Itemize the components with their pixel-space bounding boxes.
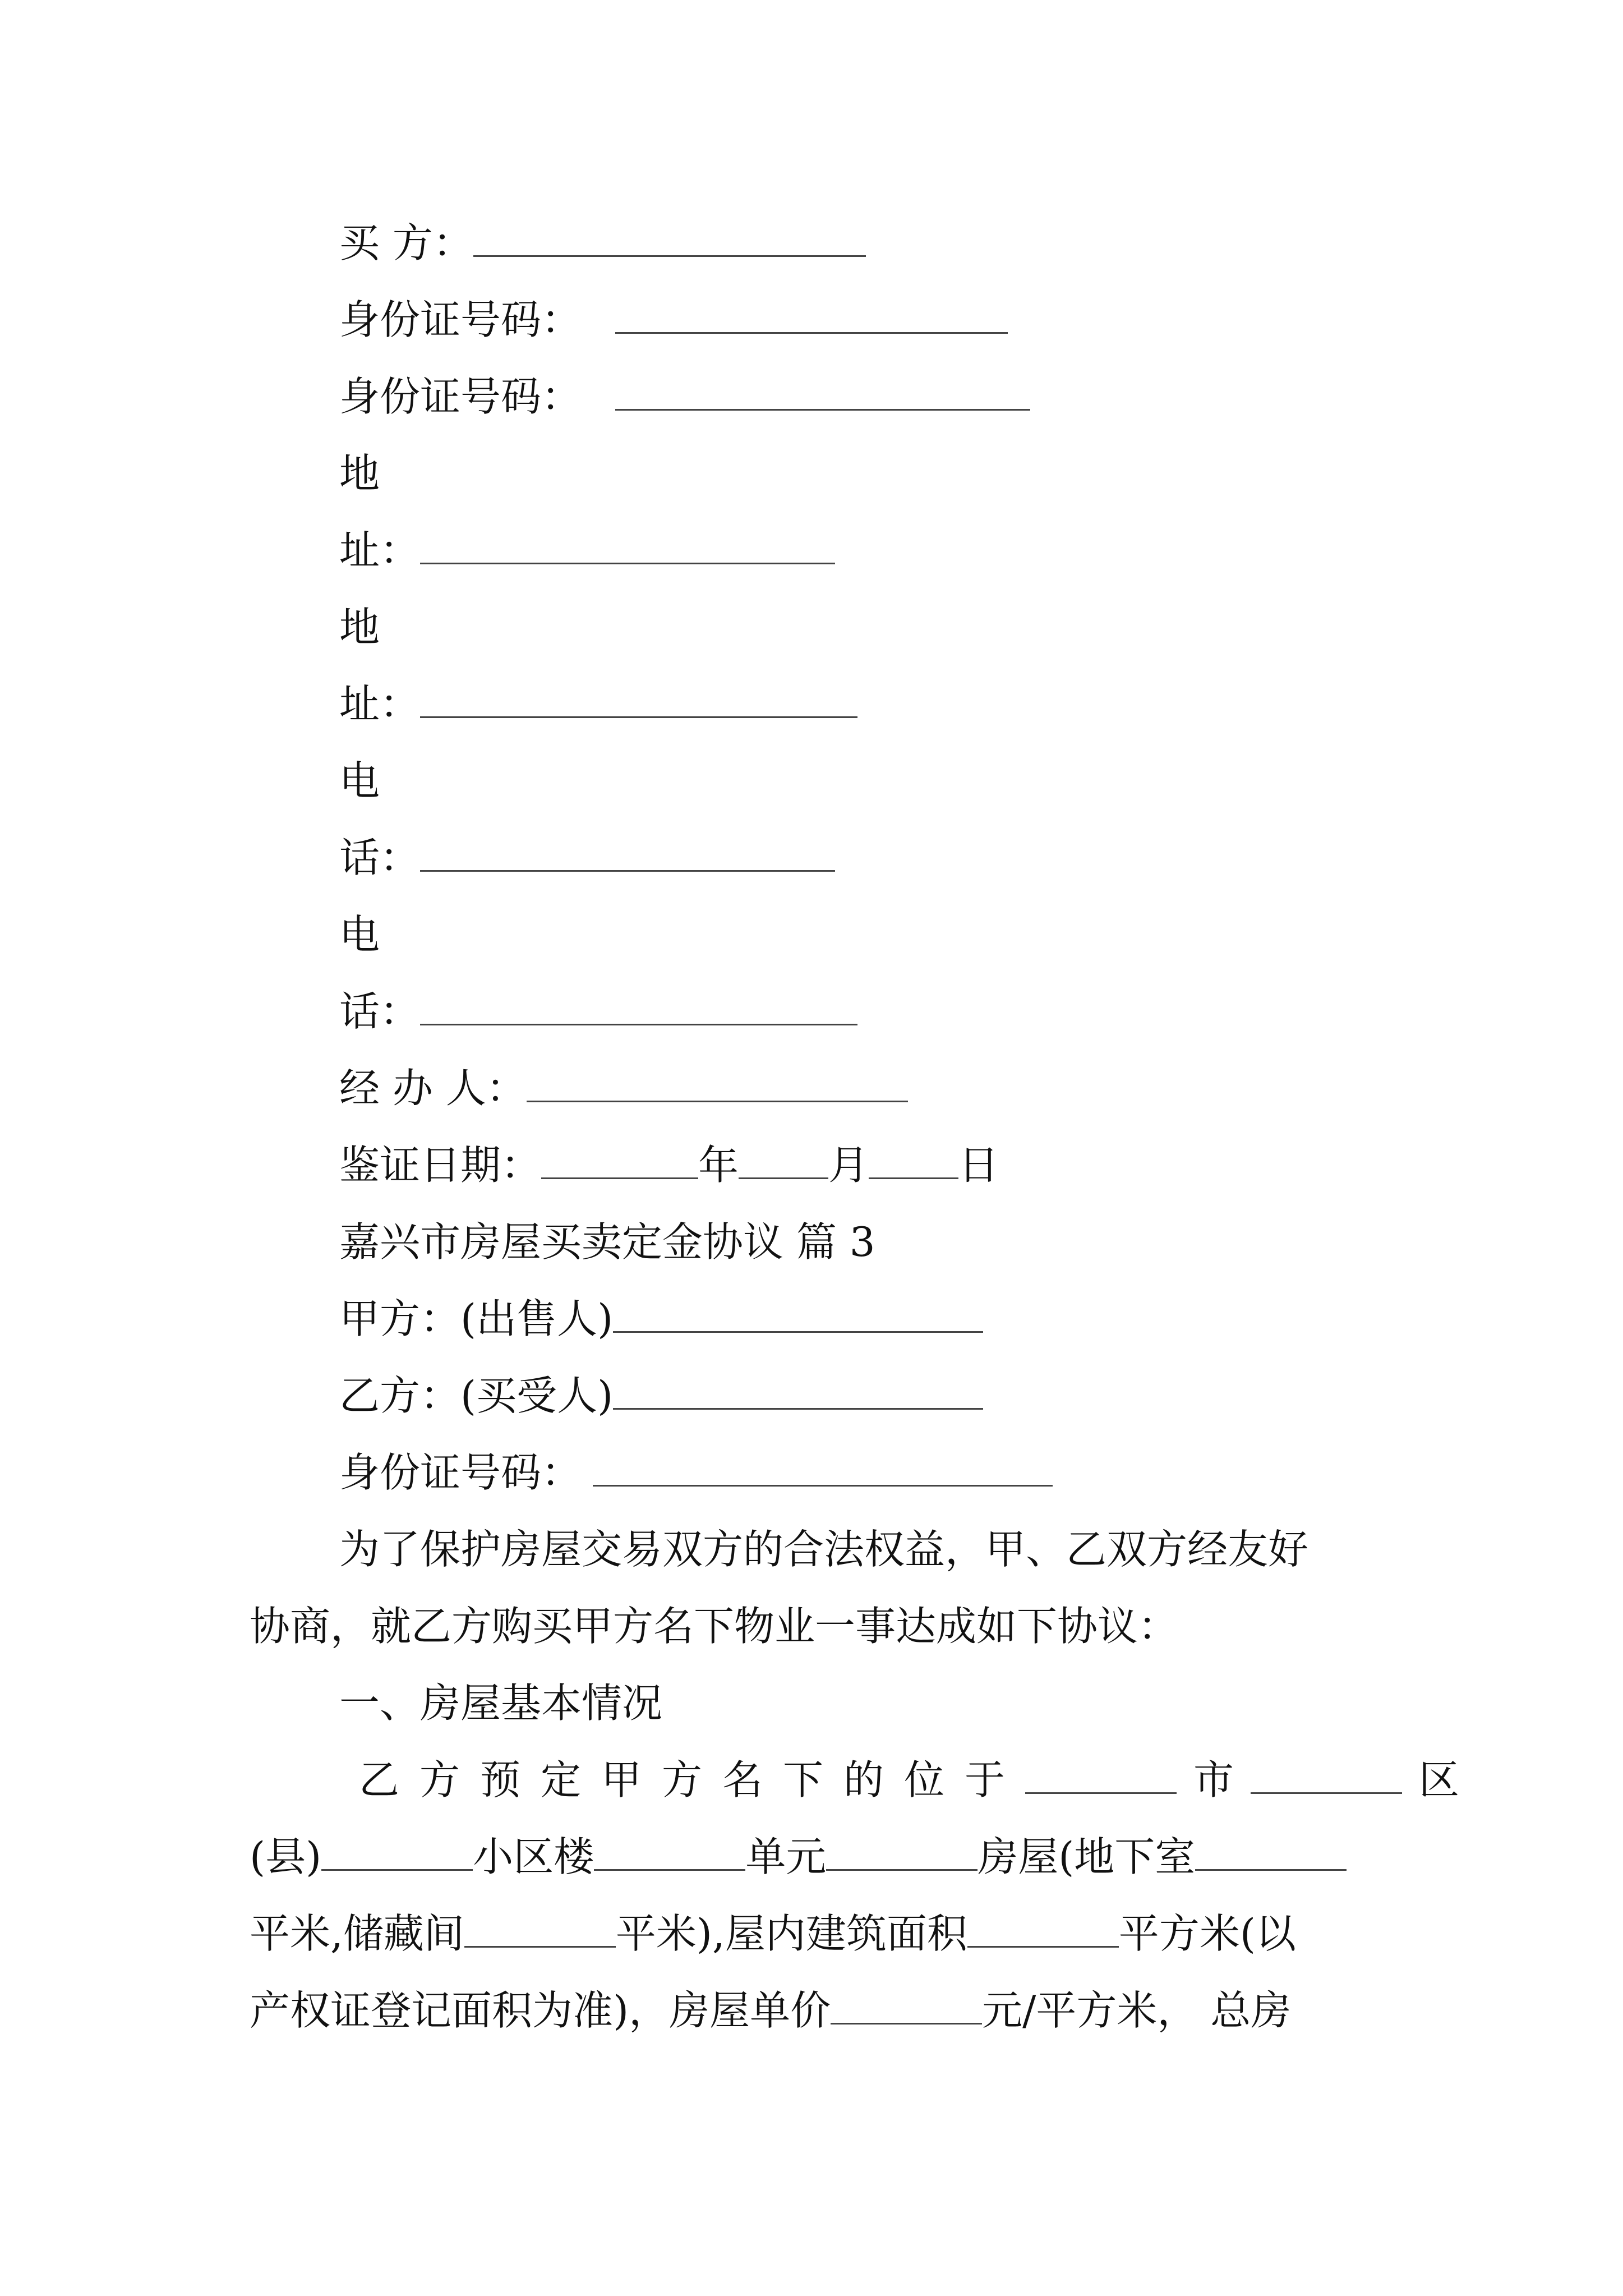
- addr-blank-2[interactable]: [420, 682, 857, 718]
- storage-blank[interactable]: [464, 1911, 616, 1948]
- p3-line: [250, 1908, 1296, 1959]
- party-a-line: [339, 1294, 983, 1344]
- district-blank[interactable]: [1251, 1757, 1402, 1794]
- party-b-line: [339, 1370, 983, 1421]
- section-title-text: 嘉兴市房屋买卖定金协议 篇 3: [339, 1218, 875, 1266]
- buyer-line: [339, 218, 866, 268]
- day-label: 日: [958, 1142, 999, 1189]
- p2-a: (县): [250, 1833, 322, 1880]
- addr-label-1b: 址：: [339, 527, 421, 574]
- tel-line-2a: [339, 909, 380, 960]
- price-blank[interactable]: [831, 1988, 982, 2024]
- tel-blank-2[interactable]: [420, 989, 857, 1025]
- p1-c: 区: [1419, 1756, 1460, 1803]
- addr-label-2b: 址：: [339, 680, 421, 728]
- tel-label-1b: 话：: [339, 834, 421, 881]
- addr-label-1a: 地: [339, 450, 380, 497]
- party-b-id-line: [339, 1447, 1053, 1498]
- year-blank[interactable]: [541, 1143, 698, 1179]
- heading-1: 一、房屋基本情况: [339, 1680, 663, 1727]
- p1-a: 乙方预定甲方名下的位于: [359, 1756, 1026, 1803]
- addr-line-1b: [339, 525, 835, 576]
- p2-b: 小区楼: [473, 1833, 594, 1880]
- date-label: 鉴证日期：: [339, 1142, 542, 1189]
- party-b-id-label: 身份证号码：: [339, 1449, 582, 1496]
- p3-c: 平方米(以: [1118, 1910, 1296, 1957]
- date-line: [339, 1140, 999, 1190]
- tel-line-1a: [339, 756, 380, 806]
- intro-line-2: [250, 1601, 1178, 1651]
- buyer-blank[interactable]: [473, 220, 866, 257]
- p3-a: 平米,储藏间: [250, 1910, 464, 1957]
- party-a-blank[interactable]: [613, 1296, 983, 1333]
- addr-line-1a: [339, 448, 380, 499]
- tel-blank-1[interactable]: [420, 835, 835, 872]
- p2-d: 房屋(地下室: [978, 1833, 1196, 1880]
- addr-blank-1[interactable]: [420, 528, 835, 564]
- id-label-2: 身份证号码：: [339, 373, 582, 420]
- id-blank-2[interactable]: [615, 374, 1030, 411]
- p4-a: 产权证登记面积为准)，房屋单价: [250, 1987, 831, 2034]
- id-line-2: [339, 371, 1030, 422]
- addr-line-2b: [339, 679, 857, 729]
- month-blank[interactable]: [739, 1143, 828, 1179]
- tel-line-1b: [339, 832, 835, 883]
- p2-line: [250, 1832, 1347, 1882]
- p1-b: 市: [1193, 1756, 1234, 1803]
- party-b-id-blank[interactable]: [593, 1450, 1053, 1487]
- month-label: 月: [828, 1142, 869, 1189]
- id-blank-1[interactable]: [615, 297, 1008, 334]
- intro-text-2: 协商，就乙方购买甲方名下物业一事达成如下协议：: [250, 1603, 1179, 1650]
- p1-line: [359, 1755, 1459, 1805]
- buyer-label: 买 方：: [339, 219, 473, 266]
- party-a-label: 甲方：(出售人): [339, 1295, 614, 1342]
- id-label-1: 身份证号码：: [339, 296, 582, 343]
- day-blank[interactable]: [869, 1143, 958, 1179]
- heading-line: [339, 1678, 662, 1728]
- p4-line: [250, 1985, 1291, 2036]
- handler-label: 经 办 人：: [339, 1065, 527, 1112]
- unit-blank[interactable]: [826, 1834, 978, 1871]
- city-blank[interactable]: [1025, 1757, 1177, 1794]
- addr-line-2a: [339, 602, 380, 652]
- tel-label-1a: 电: [339, 757, 380, 804]
- area-blank[interactable]: [967, 1911, 1119, 1948]
- party-b-blank[interactable]: [613, 1373, 983, 1410]
- handler-blank[interactable]: [527, 1066, 908, 1102]
- building-blank[interactable]: [594, 1834, 745, 1871]
- addr-label-2a: 地: [339, 604, 380, 651]
- party-b-label: 乙方：(买受人): [339, 1372, 614, 1419]
- id-line-1: [339, 295, 1008, 345]
- tel-label-2a: 电: [339, 911, 380, 958]
- p4-b: 元/平方米， 总房: [982, 1987, 1292, 2034]
- p3-b: 平米),屋内建筑面积: [615, 1910, 967, 1957]
- intro-line-1: [339, 1524, 1308, 1575]
- section-title: [339, 1217, 875, 1267]
- basement-blank[interactable]: [1195, 1834, 1347, 1871]
- intro-text-1: 为了保护房屋交易双方的合法权益，甲、乙双方经友好: [339, 1526, 1309, 1573]
- tel-label-2b: 话：: [339, 988, 421, 1035]
- year-label: 年: [698, 1142, 739, 1189]
- county-blank[interactable]: [321, 1834, 473, 1871]
- tel-line-2b: [339, 986, 857, 1037]
- p2-c: 单元: [745, 1833, 827, 1880]
- handler-line: [339, 1063, 908, 1114]
